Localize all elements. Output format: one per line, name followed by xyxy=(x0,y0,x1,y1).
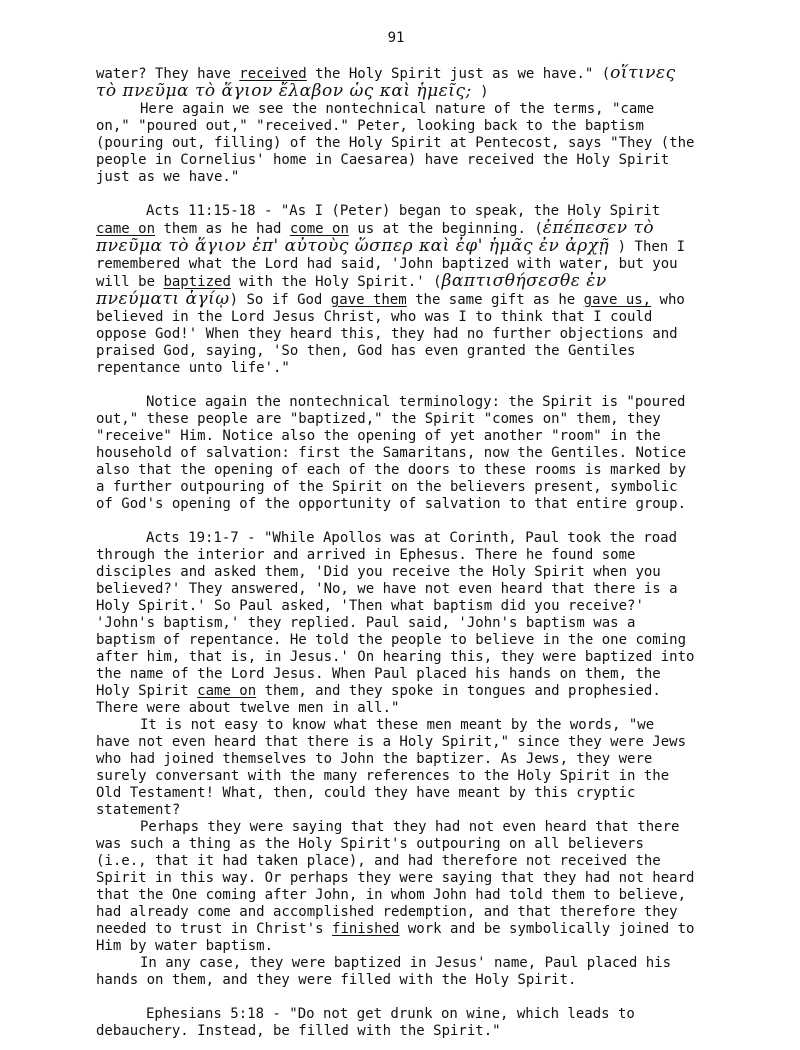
underlined-word: baptized xyxy=(163,274,231,290)
quote-ephesians-5: Ephesians 5:18 - "Do not get drunk on wine, which leads to debauchery. Instead, be filled with the Spirit." xyxy=(96,1006,635,1039)
text-run: them as he had xyxy=(155,221,290,237)
quote-acts-11 xyxy=(96,203,696,377)
page-number: 91 xyxy=(387,30,405,46)
underlined-word: received xyxy=(239,66,307,82)
text-run: the same gift as he xyxy=(406,292,584,308)
text-run: Acts 19:1-7 - "While Apollos was at Corinth, Paul took the road through the interior and arrived in Ephesus. There he found some disciples and asked them, 'Did you receive the Holy Spirit when you believed?' They answered, 'No, we have not even heard that there is a Holy Spirit.' So Paul asked, 'Then what baptism did you receive?' 'John's baptism,' they replied. Paul said, 'John's baptism was a baptism of repentance. He told the people to believe in the one coming after him, that is, in Jesus.' On hearing this, they were baptized into the name of the Lord Jesus. When Paul placed his hands on them, the Holy Spirit xyxy=(96,530,695,699)
paragraph-in-any-case: In any case, they were baptized in Jesus' name, Paul placed his hands on them, and they were filled with the Holy Spirit. xyxy=(96,955,672,988)
paragraph-perhaps xyxy=(96,819,696,955)
underlined-word: come on xyxy=(289,221,349,237)
text-run: work and be symbolically joined to Him by water baptism. xyxy=(96,921,695,954)
underlined-word: came on xyxy=(96,221,156,237)
text-run: who believed in the Lord Jesus Christ, who was I to think that I could oppose God!' When they heard this, they had no further objections and praised God, saying, 'So then, God has even granted the Gentiles repentance unto life'." xyxy=(96,292,685,376)
text-run: ) So if God xyxy=(229,292,331,308)
underlined-word: came on xyxy=(197,683,257,699)
text-run: us at the beginning. ( xyxy=(348,221,543,237)
paragraph-nontechnical-nature: Here again we see the nontechnical nature of the terms, "came on," "poured out," "received." Peter, looking back to the baptism (pouring out, filling) of the Holy Spirit at Pentecost, says "They (the people in Cornelius' home in Caesarea) have received the Holy Spirit just as we have." xyxy=(96,101,695,185)
document-page xyxy=(96,30,696,1040)
paragraph-nontechnical-terminology: Notice again the nontechnical terminology: the Spirit is "poured out," these people are "baptized," the Spirit "comes on" them, they "receive" Him. Notice also the opening of yet another "room" in the household of salvation: first the Samaritans, now the Gentiles. Notice also that the opening of each of the doors to these rooms is marked by a further outpouring of the Spirit on the believers present, symbolic of God's opening of the opportunity of salvation to that entire group. xyxy=(96,394,687,512)
paragraph-not-easy-to-know: It is not easy to know what these men meant by the words, "we have not even heard that there is a Holy Spirit," since they were Jews who had joined themselves to John the baptizer. As Jews, they were surely conversant with the many references to the Holy Spirit in the Old Testament! What, then, could they have meant by this cryptic statement? xyxy=(96,717,687,818)
underlined-word: gave us, xyxy=(583,292,652,308)
greek-text: οἵτινες τὸ πνεῦμα τὸ ἅγιον ἔλαβον ὡς καὶ ἡμεῖς; xyxy=(96,63,676,101)
text-run: Acts 11:15-18 - "As I (Peter) began to speak, the Holy Spirit xyxy=(146,203,661,219)
text-run: the Holy Spirit just as we have." ( xyxy=(306,66,611,82)
text-run: them, and they spoke in tongues and prophesied. There were about twelve men in all." xyxy=(96,683,661,716)
underlined-word: gave them xyxy=(330,292,407,308)
greek-text: ἐπέπεσεν τὸ πνεῦμα τὸ ἅγιον ἐπ' αὐτοὺς ὥσπερ καὶ ἐφ' ἡμᾶς ἐν ἀρχῇ xyxy=(96,218,655,256)
text-run: ) xyxy=(471,84,489,100)
greek-text: βαπτισθήσεσθε ἐν πνεύματι ἁγίῳ xyxy=(96,271,607,309)
quote-acts-19 xyxy=(96,530,696,717)
underlined-word: finished xyxy=(332,921,400,937)
text-run: water? They have xyxy=(96,66,240,82)
paragraph-acts-10-end xyxy=(96,65,696,101)
text-run: ) Then I remembered what the Lord had said, 'John baptized with water, but you will be xyxy=(96,239,686,290)
text-run: with the Holy Spirit.' ( xyxy=(230,274,442,290)
text-run: Perhaps they were saying that they had not even heard that there was such a thing as the Holy Spirit's outpouring on all believers (i.e., that it had taken place), and had therefore not received the Spirit in this way. Or perhaps they were saying that they had not heard that the One coming after John, in whom John had told them to believe, had already come and accomplished redemption, and that therefore they needed to trust in Christ's xyxy=(96,819,695,937)
